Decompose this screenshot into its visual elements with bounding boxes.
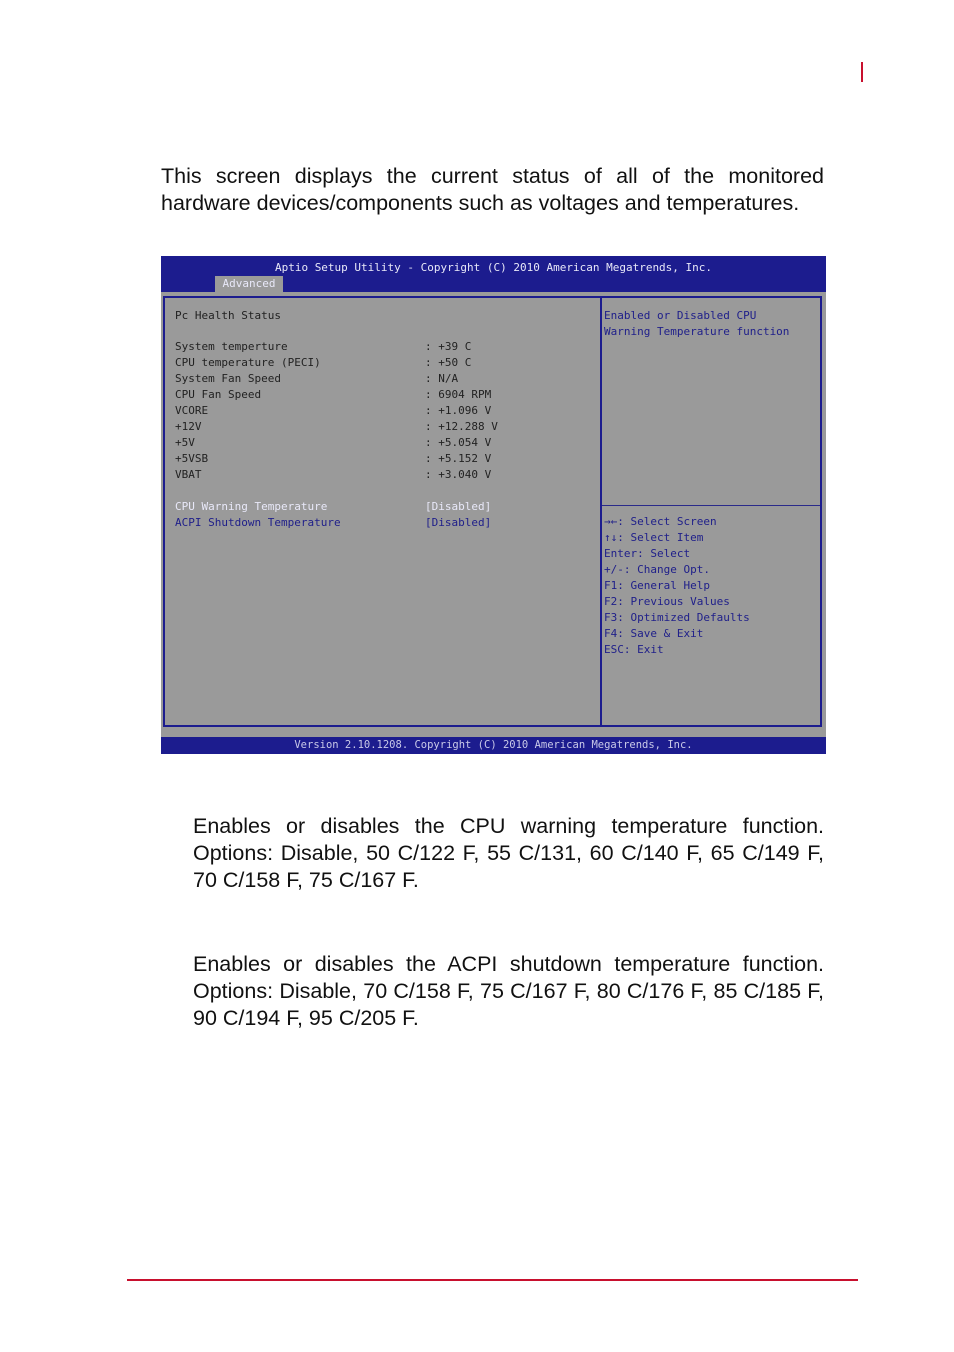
reading-label: +12V	[175, 420, 202, 433]
reading-value: : +50 C	[425, 356, 472, 369]
bios-help-divider	[602, 505, 820, 506]
bios-title-bar	[161, 256, 826, 292]
reading-label: +5VSB	[175, 452, 209, 465]
key-help-item: Enter: Select	[604, 547, 691, 560]
reading-value: : +39 C	[425, 340, 472, 353]
option-label: CPU Warning Temperature	[175, 500, 328, 513]
reading-label: VBAT	[175, 468, 202, 481]
bios-panel-divider	[600, 296, 602, 727]
option-value: [Disabled]	[425, 516, 492, 529]
key-help-item: →←: Select Screen	[604, 515, 717, 528]
help-description-line-1: Enabled or Disabled CPU	[604, 309, 757, 322]
intro-paragraph: This screen displays the current status of all of the monitored hardware devices/components such as voltages and temperatures.	[161, 164, 824, 215]
reading-label: +5V	[175, 436, 195, 449]
reading-label: System Fan Speed	[175, 372, 281, 385]
key-help-item: ESC: Exit	[604, 643, 664, 656]
bios-screenshot	[161, 256, 826, 754]
key-help-item: F1: General Help	[604, 579, 710, 592]
key-help-item: F4: Save & Exit	[604, 627, 704, 640]
bios-footer: Version 2.10.1208. Copyright (C) 2010 American Megatrends, Inc.	[161, 737, 826, 754]
reading-label: CPU temperature (PECI)	[175, 356, 321, 369]
reading-value: : +3.040 V	[425, 468, 492, 481]
header-accent-mark	[861, 62, 863, 82]
acpi-shutdown-description: Enables or disables the ACPI shutdown temperature function. Options: Disable, 70 C/158 F, 75 C/167 F, 80 C/176 F, 85 C/185 F, 90 C/194 F, 95 C/205 F.	[193, 952, 824, 1030]
reading-value: : N/A	[425, 372, 459, 385]
reading-label: VCORE	[175, 404, 209, 417]
key-help-item: +/-: Change Opt.	[604, 563, 710, 576]
footer-rule	[127, 1279, 858, 1281]
key-help-list	[604, 514, 750, 658]
reading-value: : 6904 RPM	[425, 388, 492, 401]
key-help-item: ↑↓: Select Item	[604, 531, 704, 544]
section-heading: Pc Health Status	[175, 309, 281, 322]
reading-value: : +5.054 V	[425, 436, 492, 449]
bios-title: Aptio Setup Utility - Copyright (C) 2010 American Megatrends, Inc.	[274, 261, 713, 274]
key-help-item: F3: Optimized Defaults	[604, 611, 750, 624]
reading-label: CPU Fan Speed	[175, 388, 262, 401]
reading-label: System temperture	[175, 340, 288, 353]
reading-value: : +5.152 V	[425, 452, 492, 465]
key-help-item: F2: Previous Values	[604, 595, 730, 608]
cpu-warning-description: Enables or disables the CPU warning temperature function. Options: Disable, 50 C/122 F, 55 C/131, 60 C/140 F, 65 C/149 F, 70 C/158 F, 75 C/167 F.	[193, 814, 824, 892]
reading-value: : +1.096 V	[425, 404, 492, 417]
option-label: ACPI Shutdown Temperature	[175, 516, 341, 529]
tab-advanced[interactable]: Advanced	[215, 276, 283, 292]
help-description-line-2: Warning Temperature function	[604, 325, 790, 338]
option-value: [Disabled]	[425, 500, 492, 513]
reading-value: : +12.288 V	[425, 420, 498, 433]
